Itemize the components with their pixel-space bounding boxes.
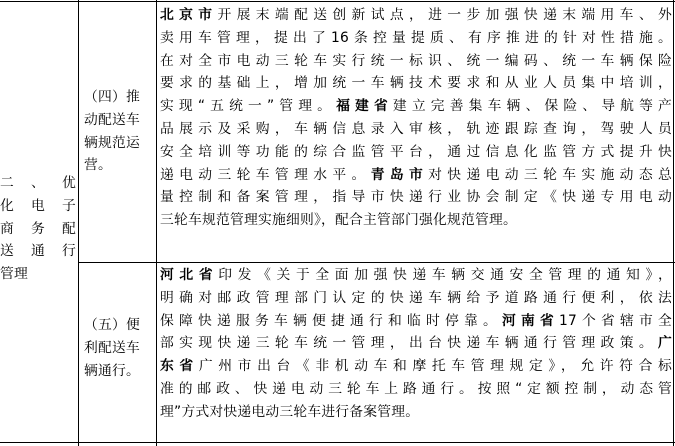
table-border-top <box>0 1 675 2</box>
content-text: 品展示及采购，车辆信息录入审核，轨迹跟踪查询，驾驶人员 <box>160 120 672 137</box>
category-line: 化电子 <box>0 197 76 214</box>
content-text: 建立完善集车辆、保险、导航等产 <box>392 98 673 115</box>
measure-line: 辆通行。 <box>84 362 140 379</box>
content-text: 三轮车规范管理实施细则》，配合主管部门强化规范管理。 <box>160 212 518 229</box>
category-line: 管理 <box>0 266 28 283</box>
content-line <box>160 95 672 118</box>
content-text: 卖用车管理，提出了16条控量提质、有序推进的针对性措施。 <box>160 29 672 46</box>
table-col-divider-1 <box>78 0 79 446</box>
content-line <box>160 27 672 50</box>
category-line: 送通行 <box>0 243 76 260</box>
content-text: 17个省辖市全 <box>559 312 672 329</box>
region-name: 河北省 <box>160 267 219 283</box>
content-text: 理”方式对快递电动三轮车进行备案管理。 <box>160 403 420 420</box>
measure-line: 动配送车 <box>84 111 140 128</box>
measure-cell <box>84 314 154 382</box>
content-text: 明确对邮政管理部门认定的快递车辆给予道路通行便利，依法 <box>160 289 672 306</box>
content-text: 保障快递服务车辆便捷通行和临时停靠。 <box>160 312 503 329</box>
content-line <box>160 264 672 287</box>
content-line <box>160 401 672 424</box>
table-border-right <box>673 0 674 446</box>
measure-content-cell <box>160 264 672 424</box>
measure-line: （四）推 <box>84 89 140 105</box>
content-line <box>160 50 672 73</box>
measure-content-cell <box>160 4 672 232</box>
region-name: 东省 <box>160 358 199 375</box>
measure-line: 辆规范运 <box>84 134 140 151</box>
content-line <box>160 287 672 310</box>
content-line <box>160 118 672 141</box>
content-text: 要求的基础上，增加统一车辆技术要求和从业人员集中培训， <box>160 75 672 92</box>
category-line: 商务配 <box>0 220 76 237</box>
table-row-divider <box>78 262 675 263</box>
content-line <box>160 355 672 378</box>
content-text: 准的邮政、快递电动三轮车上路通行。按照“定额控制，动态管 <box>160 380 672 397</box>
content-text: 量控制和备案管理，指导市快递行业协会制定《快递专用电动 <box>160 189 672 206</box>
content-line <box>160 378 672 401</box>
region-name: 北京市 <box>160 7 218 23</box>
region-name: 河南省 <box>502 312 560 329</box>
content-line <box>160 4 672 27</box>
content-text: 递电动三轮车管理水平。 <box>160 166 371 183</box>
category-cell <box>0 172 76 286</box>
measure-line: 利配送车 <box>84 339 140 356</box>
region-name: 广 <box>658 335 672 352</box>
content-text: 印发《关于全面加强快递车辆交通安全管理的通知》， <box>218 267 672 283</box>
content-text: 开展末端配送创新试点，进一步加强快递末端用车、外 <box>217 7 672 23</box>
content-line <box>160 209 672 232</box>
content-text: 部实现快递三轮车统一管理，出台快递车辆通行管理政策。 <box>160 335 658 352</box>
table-col-divider-2 <box>156 0 157 446</box>
content-text: 对快递电动三轮车实施动态总 <box>428 166 672 183</box>
content-line <box>160 332 672 355</box>
content-line <box>160 310 672 333</box>
region-name: 福建省 <box>336 98 393 115</box>
content-text: 实现“五统一”管理。 <box>160 98 337 115</box>
measure-line: 营。 <box>84 157 112 174</box>
measure-line: （五）便 <box>84 317 140 333</box>
content-text: 在对全市电动三轮车实行统一标识、统一编码、统一车辆保险 <box>160 52 672 69</box>
content-line <box>160 164 672 187</box>
table-row-divider-bottom <box>0 442 675 443</box>
category-line: 二、优 <box>0 175 76 191</box>
content-text: 广州市出台《非机动车和摩托车管理规定》，允许符合标 <box>198 358 672 375</box>
content-line <box>160 186 672 209</box>
content-text: 安全培训等功能的综合监管平台，通过信息化监管方式提升快 <box>160 143 672 160</box>
measure-cell <box>84 86 154 177</box>
content-line <box>160 141 672 164</box>
region-name: 青岛市 <box>370 166 429 183</box>
content-line <box>160 72 672 95</box>
